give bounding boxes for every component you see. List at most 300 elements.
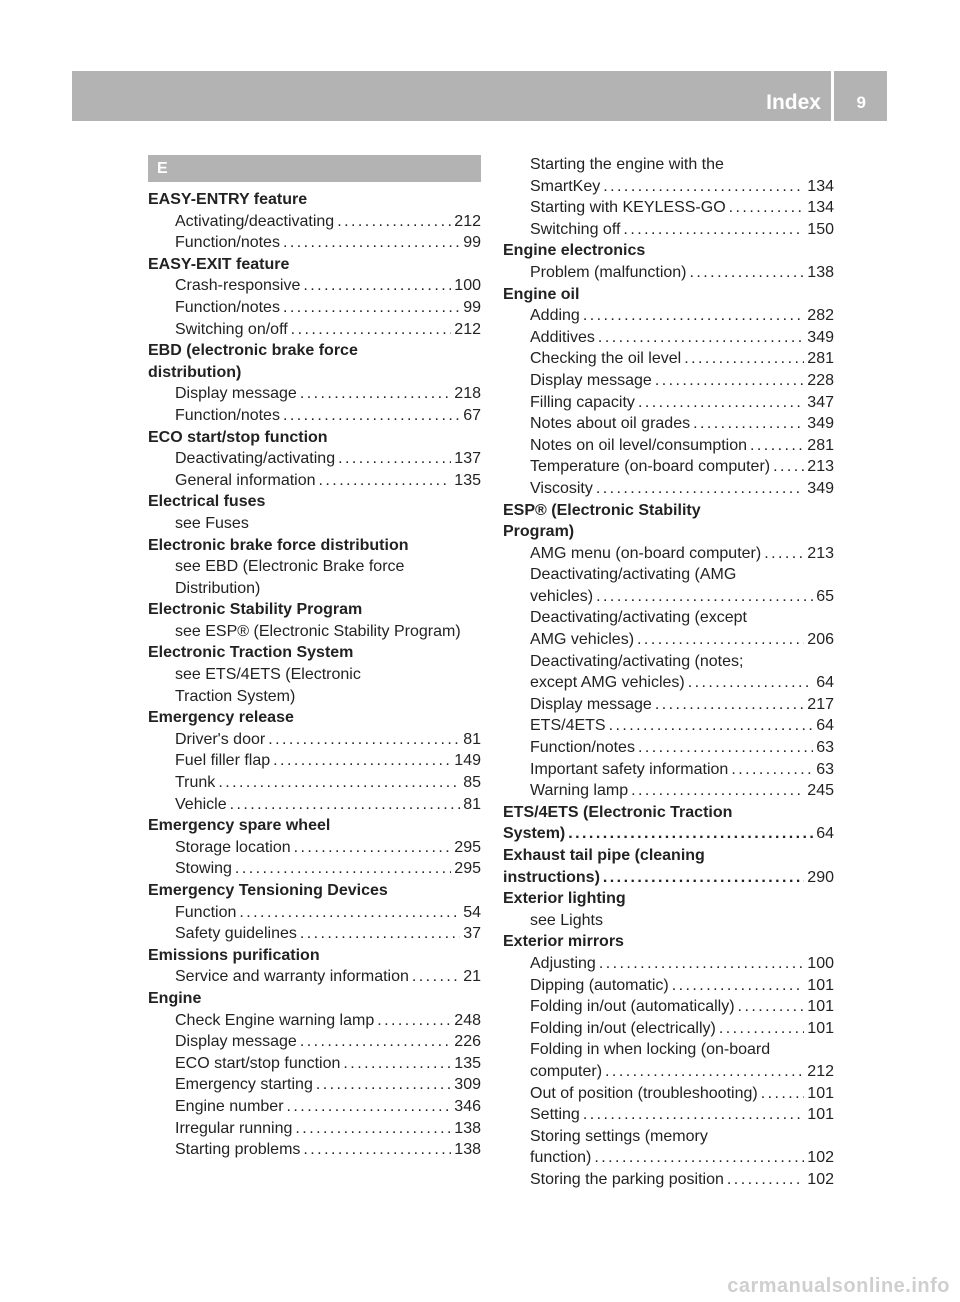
dot-leader <box>300 383 451 405</box>
index-entry <box>148 232 481 254</box>
dot-leader <box>731 759 813 781</box>
entry-text: Activating/deactivating <box>175 212 335 230</box>
dot-leader <box>684 348 804 370</box>
dot-leader <box>230 794 461 816</box>
entry-page-number: 64 <box>816 825 834 843</box>
entry-text: Electronic Stability Program <box>148 601 363 619</box>
index-entry <box>503 543 834 565</box>
index-heading <box>148 254 481 276</box>
index-heading <box>503 240 834 262</box>
entry-page-number: 228 <box>807 371 834 389</box>
entry-text: Starting problems <box>175 1141 301 1159</box>
entry-text: Adjusting <box>530 954 596 972</box>
dot-leader <box>638 737 813 759</box>
entry-text: see ETS/4ETS (Electronic <box>175 666 361 684</box>
entry-page-number: 99 <box>463 234 481 252</box>
index-entry <box>503 1083 834 1105</box>
entry-page-number: 21 <box>463 968 481 986</box>
entry-text: Trunk <box>175 774 216 792</box>
entry-text: instructions) <box>503 868 600 886</box>
entry-text: Switching on/off <box>175 320 288 338</box>
index-entry <box>503 759 834 781</box>
index-entry <box>148 513 481 535</box>
dot-leader <box>377 1010 451 1032</box>
entry-page-number: 137 <box>454 450 481 468</box>
entry-text: AMG menu (on-board computer) <box>530 544 762 562</box>
entry-text: Folding in/out (automatically) <box>530 998 735 1016</box>
entry-page-number: 134 <box>807 199 834 217</box>
entry-page-number: 149 <box>454 752 481 770</box>
index-entry <box>503 435 834 457</box>
dot-leader <box>300 1031 451 1053</box>
index-entry <box>503 564 834 586</box>
entry-text: Emergency release <box>148 709 294 727</box>
entry-page-number: 212 <box>454 212 481 230</box>
entry-page-number: 347 <box>807 393 834 411</box>
dot-leader <box>291 319 452 341</box>
entry-text: Engine oil <box>503 285 580 303</box>
entry-page-number: 206 <box>807 631 834 649</box>
dot-leader <box>623 219 804 241</box>
index-entry <box>148 297 481 319</box>
entry-text: Problem (malfunction) <box>530 263 687 281</box>
entry-text: Display message <box>530 695 652 713</box>
entry-page-number: 346 <box>454 1097 481 1115</box>
entry-text: Deactivating/activating (notes; <box>530 652 744 670</box>
index-heading <box>503 867 834 889</box>
entry-text: Function/notes <box>175 406 280 424</box>
index-entry <box>148 556 481 578</box>
entry-text: ETS/4ETS <box>530 717 606 735</box>
index-entry <box>503 953 834 975</box>
index-heading <box>503 802 834 824</box>
entry-page-number: 213 <box>807 544 834 562</box>
entry-text: Viscosity <box>530 479 593 497</box>
dot-leader <box>583 1104 804 1126</box>
entry-page-number: 63 <box>816 760 834 778</box>
entry-page-number: 102 <box>807 1170 834 1188</box>
index-entry <box>503 478 834 500</box>
entry-text: except AMG vehicles) <box>530 674 685 692</box>
section-letter: E <box>148 155 481 182</box>
entry-text: Additives <box>530 328 595 346</box>
dot-leader <box>283 232 460 254</box>
entry-text: ESP® (Electronic Stability <box>503 501 701 519</box>
dot-leader <box>343 1053 451 1075</box>
dot-leader <box>609 715 814 737</box>
entry-text: Emergency starting <box>175 1076 313 1094</box>
entry-page-number: 295 <box>454 860 481 878</box>
index-entry <box>503 413 834 435</box>
dot-leader <box>239 902 460 924</box>
dot-leader <box>764 543 804 565</box>
entry-text: Deactivating/activating (except <box>530 609 747 627</box>
index-entry <box>503 672 834 694</box>
entry-text: Engine number <box>175 1097 284 1115</box>
dot-leader <box>412 966 460 988</box>
entry-page-number: 248 <box>454 1011 481 1029</box>
index-heading <box>148 815 481 837</box>
index-entry <box>503 370 834 392</box>
entry-text: Stowing <box>175 860 232 878</box>
entry-text: see EBD (Electronic Brake force <box>175 558 405 576</box>
index-column-right <box>503 154 834 1191</box>
dot-leader <box>761 1083 805 1105</box>
index-entry <box>148 621 481 643</box>
entry-page-number: 65 <box>816 587 834 605</box>
entry-text: Electronic Traction System <box>148 644 354 662</box>
dot-leader <box>303 1139 451 1161</box>
entry-text: Storage location <box>175 838 291 856</box>
entry-page-number: 212 <box>454 320 481 338</box>
index-entry <box>503 607 834 629</box>
index-heading <box>148 340 481 362</box>
entry-text: Distribution) <box>175 579 261 597</box>
entry-text: Temperature (on-board computer) <box>530 458 771 476</box>
index-heading <box>148 988 481 1010</box>
entry-text: Deactivating/activating (AMG <box>530 566 737 584</box>
index-entry <box>503 1039 834 1061</box>
entry-text: vehicles) <box>530 587 594 605</box>
index-entry <box>503 737 834 759</box>
entry-text: Crash-responsive <box>175 277 301 295</box>
index-entry <box>148 837 481 859</box>
entry-text: Display message <box>530 371 652 389</box>
entry-text: see Lights <box>530 911 603 929</box>
entry-text: System) <box>503 825 566 843</box>
index-entry <box>148 729 481 751</box>
dot-leader <box>738 996 805 1018</box>
entry-text: Emergency spare wheel <box>148 817 331 835</box>
entry-text: Engine <box>148 989 202 1007</box>
entry-text: Vehicle <box>175 795 227 813</box>
entry-text: Notes about oil grades <box>530 415 691 433</box>
entry-text: Exterior lighting <box>503 890 626 908</box>
entry-page-number: 134 <box>807 177 834 195</box>
entry-page-number: 309 <box>454 1076 481 1094</box>
index-heading <box>148 599 481 621</box>
index-heading <box>148 189 481 211</box>
index-entry <box>503 996 834 1018</box>
entry-text: Electronic brake force distribution <box>148 536 409 554</box>
watermark: carmanualsonline.info <box>727 1275 950 1297</box>
dot-leader <box>268 729 460 751</box>
entry-text: Electrical fuses <box>148 493 266 511</box>
entry-text: Function <box>175 903 237 921</box>
dot-leader <box>596 586 813 608</box>
entry-text: ECO start/stop function <box>175 1054 341 1072</box>
dot-leader <box>283 405 460 427</box>
index-entry <box>148 1053 481 1075</box>
index-entry <box>503 1126 834 1148</box>
entry-text: Folding in when locking (on-board <box>530 1041 771 1059</box>
entry-text: Checking the oil level <box>530 350 682 368</box>
entry-text: ETS/4ETS (Electronic Traction <box>503 803 733 821</box>
entry-text: Filling capacity <box>530 393 635 411</box>
dot-leader <box>638 392 804 414</box>
entry-page-number: 101 <box>807 1106 834 1124</box>
entry-text: Display message <box>175 1033 297 1051</box>
entry-text: Notes on oil level/consumption <box>530 436 748 454</box>
dot-leader <box>294 837 452 859</box>
index-heading <box>148 362 481 384</box>
entry-page-number: 100 <box>454 277 481 295</box>
entry-page-number: 226 <box>454 1033 481 1051</box>
entry-text: Important safety information <box>530 760 729 778</box>
entry-page-number: 101 <box>807 1019 834 1037</box>
index-entry <box>148 750 481 772</box>
dot-leader <box>773 456 804 478</box>
index-entry <box>503 305 834 327</box>
index-heading <box>148 945 481 967</box>
dot-leader <box>283 297 460 319</box>
index-entry <box>148 319 481 341</box>
index-entry <box>503 651 834 673</box>
entry-text: EASY-ENTRY feature <box>148 191 308 208</box>
entry-text: Storing the parking position <box>530 1170 724 1188</box>
entry-page-number: 349 <box>807 415 834 433</box>
entry-text: function) <box>530 1149 592 1167</box>
index-entry <box>148 923 481 945</box>
index-entry <box>503 262 834 284</box>
page-number: 9 <box>856 93 866 112</box>
dot-leader <box>603 176 804 198</box>
dot-leader <box>672 975 805 997</box>
entry-text: Function/notes <box>175 234 280 252</box>
index-entry <box>148 578 481 600</box>
index-entry <box>503 715 834 737</box>
index-entry <box>148 966 481 988</box>
index-entry <box>503 327 834 349</box>
entry-page-number: 138 <box>454 1119 481 1137</box>
index-entry <box>503 975 834 997</box>
entry-page-number: 67 <box>463 406 481 424</box>
index-entry <box>148 1010 481 1032</box>
dot-leader <box>693 413 804 435</box>
entry-text: Function/notes <box>175 298 280 316</box>
dot-leader <box>337 211 451 233</box>
entry-text: Switching off <box>530 220 621 238</box>
entry-text: see Fuses <box>175 514 249 532</box>
dot-leader <box>300 923 460 945</box>
index-entry <box>148 383 481 405</box>
page-title: Index <box>766 91 821 114</box>
entry-page-number: 101 <box>807 998 834 1016</box>
entry-text: distribution) <box>148 363 242 381</box>
dot-leader <box>235 858 451 880</box>
index-entry <box>148 1118 481 1140</box>
index-heading <box>503 500 834 522</box>
entry-text: Emergency Tensioning Devices <box>148 882 388 899</box>
entry-text: Driver's door <box>175 730 266 748</box>
index-entry <box>148 1031 481 1053</box>
index-entry <box>148 448 481 470</box>
entry-text: Exhaust tail pipe (cleaning <box>503 847 705 864</box>
entry-text: Storing settings (memory <box>530 1127 708 1145</box>
entry-text: Safety guidelines <box>175 925 297 943</box>
dot-leader <box>655 370 804 392</box>
index-entry <box>148 794 481 816</box>
entry-page-number: 218 <box>454 385 481 403</box>
entry-page-number: 101 <box>807 1084 834 1102</box>
page-header <box>72 71 887 121</box>
entry-page-number: 81 <box>463 795 481 813</box>
entry-text: Setting <box>530 1106 580 1124</box>
entry-text: see ESP® (Electronic Stability Program) <box>175 622 461 640</box>
dot-leader <box>750 435 804 457</box>
index-entry <box>503 1061 834 1083</box>
dot-leader <box>729 197 805 219</box>
dot-leader <box>319 470 452 492</box>
index-entry <box>148 211 481 233</box>
index-entry <box>503 154 834 176</box>
entry-text: computer) <box>530 1062 603 1080</box>
index-heading <box>503 284 834 306</box>
index-heading <box>148 880 481 902</box>
entry-text: Exterior mirrors <box>503 933 624 951</box>
index-entry <box>503 197 834 219</box>
entry-text: Engine electronics <box>503 242 646 260</box>
entry-page-number: 102 <box>807 1149 834 1167</box>
entry-page-number: 54 <box>463 903 481 921</box>
entry-text: Function/notes <box>530 739 635 757</box>
entry-page-number: 101 <box>807 976 834 994</box>
index-entry <box>503 1018 834 1040</box>
index-entry <box>503 1147 834 1169</box>
index-heading <box>148 491 481 513</box>
entry-text: Fuel filler flap <box>175 752 271 770</box>
dot-leader <box>295 1118 451 1140</box>
entry-text: Traction System) <box>175 687 296 705</box>
entry-page-number: 295 <box>454 838 481 856</box>
entry-page-number: 281 <box>807 350 834 368</box>
index-heading <box>503 823 834 845</box>
dot-leader <box>287 1096 452 1118</box>
entry-page-number: 37 <box>463 925 481 943</box>
index-column-left <box>148 189 481 1161</box>
index-entry <box>503 629 834 651</box>
index-entry <box>503 176 834 198</box>
dot-leader <box>688 672 813 694</box>
index-entry <box>503 780 834 802</box>
entry-page-number: 281 <box>807 436 834 454</box>
index-entry <box>148 470 481 492</box>
dot-leader <box>603 867 804 889</box>
index-heading <box>148 427 481 449</box>
entry-page-number: 64 <box>816 674 834 692</box>
index-entry <box>503 1104 834 1126</box>
index-entry <box>503 910 834 932</box>
entry-page-number: 290 <box>807 868 834 886</box>
entry-page-number: 64 <box>816 717 834 735</box>
dot-leader <box>690 262 805 284</box>
index-entry <box>503 456 834 478</box>
index-entry <box>503 348 834 370</box>
index-entry <box>148 405 481 427</box>
entry-text: General information <box>175 471 316 489</box>
dot-leader <box>605 1061 804 1083</box>
entry-page-number: 150 <box>807 220 834 238</box>
dot-leader <box>599 953 804 975</box>
index-entry <box>503 1169 834 1191</box>
entry-page-number: 63 <box>816 739 834 757</box>
entry-page-number: 99 <box>463 298 481 316</box>
dot-leader <box>655 694 804 716</box>
index-heading <box>503 888 834 910</box>
dot-leader <box>719 1018 804 1040</box>
index-entry <box>148 858 481 880</box>
entry-page-number: 135 <box>454 1054 481 1072</box>
dot-leader <box>316 1074 451 1096</box>
entry-text: Service and warranty information <box>175 968 409 986</box>
entry-text: Dipping (automatic) <box>530 976 669 994</box>
entry-text: EASY-EXIT feature <box>148 255 290 273</box>
entry-text: Deactivating/activating <box>175 450 336 468</box>
index-heading <box>503 521 834 543</box>
dot-leader <box>631 780 804 802</box>
entry-page-number: 213 <box>807 458 834 476</box>
index-entry <box>503 219 834 241</box>
entry-text: Starting with KEYLESS-GO <box>530 199 726 217</box>
entry-page-number: 81 <box>463 730 481 748</box>
entry-text: Warning lamp <box>530 782 629 800</box>
dot-leader <box>303 275 451 297</box>
dot-leader <box>583 305 804 327</box>
entry-page-number: 212 <box>807 1062 834 1080</box>
entry-page-number: 349 <box>807 479 834 497</box>
entry-text: EBD (electronic brake force <box>148 342 358 360</box>
index-entry <box>503 694 834 716</box>
entry-text: SmartKey <box>530 177 601 195</box>
header-divider <box>831 71 834 121</box>
entry-text: Display message <box>175 385 297 403</box>
index-entry <box>503 392 834 414</box>
index-heading <box>148 707 481 729</box>
entry-text: Irregular running <box>175 1119 293 1137</box>
index-heading <box>148 642 481 664</box>
dot-leader <box>568 823 813 845</box>
entry-page-number: 138 <box>807 263 834 281</box>
entry-text: AMG vehicles) <box>530 631 635 649</box>
entry-page-number: 217 <box>807 695 834 713</box>
index-heading <box>148 535 481 557</box>
entry-text: Starting the engine with the <box>530 156 724 173</box>
entry-text: Emissions purification <box>148 946 320 964</box>
entry-page-number: 282 <box>807 307 834 325</box>
index-entry <box>503 586 834 608</box>
entry-text: Program) <box>503 523 575 541</box>
entry-page-number: 349 <box>807 328 834 346</box>
entry-page-number: 135 <box>454 471 481 489</box>
entry-text: Check Engine warning lamp <box>175 1011 375 1029</box>
index-entry <box>148 1096 481 1118</box>
dot-leader <box>727 1169 804 1191</box>
dot-leader <box>596 478 804 500</box>
dot-leader <box>338 448 451 470</box>
index-entry <box>148 772 481 794</box>
dot-leader <box>637 629 804 651</box>
index-entry <box>148 1139 481 1161</box>
index-entry <box>148 902 481 924</box>
entry-text: Out of position (troubleshooting) <box>530 1084 758 1102</box>
index-entry <box>148 664 481 686</box>
index-heading <box>503 845 834 867</box>
index-entry <box>148 1074 481 1096</box>
entry-page-number: 138 <box>454 1141 481 1159</box>
entry-text: Folding in/out (electrically) <box>530 1019 716 1037</box>
index-heading <box>503 931 834 953</box>
index-entry <box>148 275 481 297</box>
